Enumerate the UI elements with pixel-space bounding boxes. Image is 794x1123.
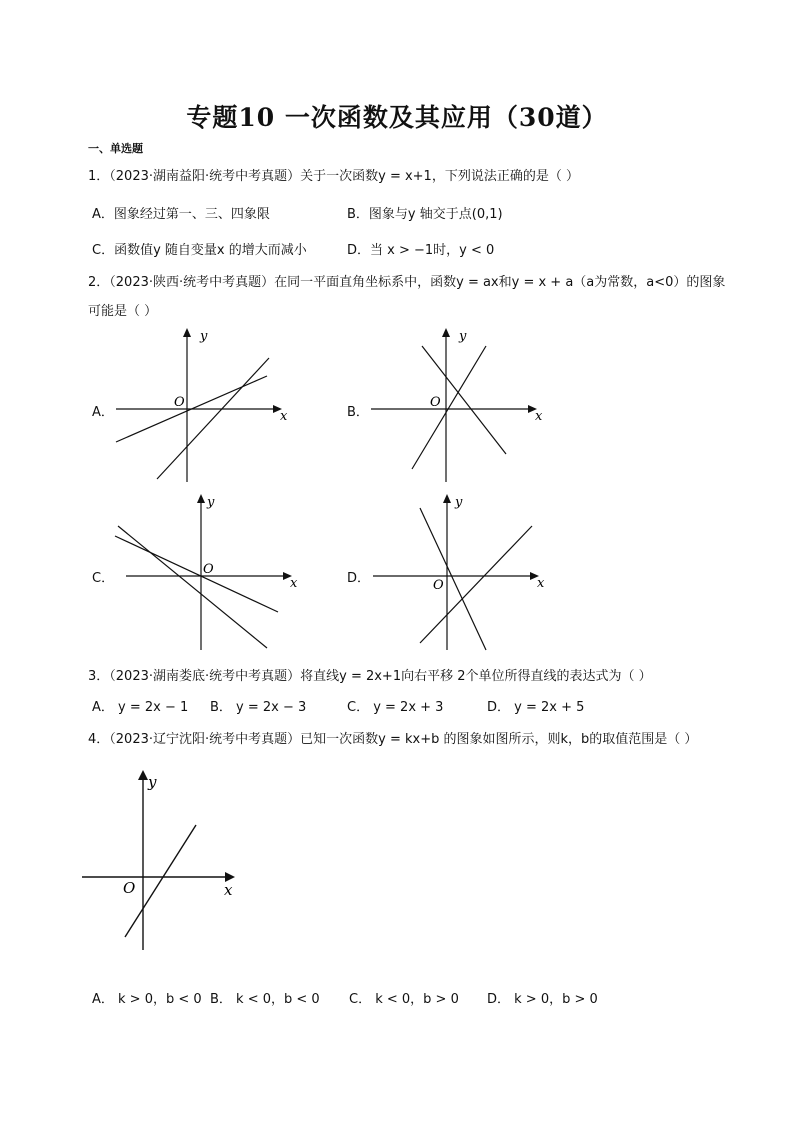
- q4-option-a[interactable]: A． k > 0，b < 0: [92, 992, 202, 1007]
- y-axis-label: y: [207, 495, 215, 510]
- question-2-stem-line1: 2．（2023·陕西·统考中考真题）在同一平面直角坐标系中，函数y = ax和y = x + a（a为常数，a<0）的图象: [88, 275, 726, 290]
- q2-graph-c[interactable]: [110, 488, 300, 653]
- origin-label: O: [203, 562, 214, 577]
- function-line: [125, 825, 196, 937]
- y-axis-arrow: [443, 494, 451, 503]
- x-axis-label: x: [537, 576, 545, 591]
- y-axis-label: y: [200, 329, 208, 344]
- x-axis-label: x: [290, 576, 298, 591]
- y-axis-arrow: [138, 770, 148, 780]
- q2-graph-d[interactable]: [365, 488, 555, 653]
- line-shallow: [115, 536, 278, 612]
- line-rising: [412, 346, 486, 469]
- q2-graph-b[interactable]: [365, 322, 545, 487]
- question-1-stem: 1．（2023·湖南益阳·统考中考真题）关于一次函数y = x+1，下列说法正确的是（ ）: [88, 169, 579, 184]
- x-axis-label: x: [535, 409, 543, 424]
- q3-option-a[interactable]: A． y = 2x − 1: [92, 700, 189, 715]
- y-axis-arrow: [442, 328, 450, 337]
- q3-option-c[interactable]: C． y = 2x + 3: [347, 700, 444, 715]
- origin-label: O: [174, 395, 185, 410]
- y-axis-arrow: [197, 494, 205, 503]
- y-axis-label: y: [455, 495, 463, 510]
- line-steep: [157, 358, 269, 479]
- y-axis-label: y: [148, 773, 157, 791]
- q2-option-c-label[interactable]: C．: [92, 571, 115, 586]
- y-axis-arrow: [183, 328, 191, 337]
- q1-option-c[interactable]: C．函数值y 随自变量x 的增大而减小: [92, 243, 307, 258]
- q4-graph: [78, 765, 253, 955]
- q4-option-d[interactable]: D． k > 0，b > 0: [487, 992, 598, 1007]
- q2-option-a-label[interactable]: A．: [92, 405, 114, 420]
- q4-option-b[interactable]: B． k < 0，b < 0: [210, 992, 320, 1007]
- q3-option-b[interactable]: B． y = 2x − 3: [210, 700, 307, 715]
- y-axis-label: y: [459, 329, 467, 344]
- q1-option-b[interactable]: B．图象与y 轴交于点(0,1): [347, 207, 503, 222]
- q2-option-d-label[interactable]: D．: [347, 571, 371, 586]
- question-2-stem-line2: 可能是（ ）: [88, 304, 158, 319]
- q2-option-b-label[interactable]: B．: [347, 405, 369, 420]
- x-axis-label: x: [224, 881, 233, 899]
- origin-label: O: [430, 395, 441, 410]
- question-3-stem: 3．（2023·湖南娄底·统考中考真题）将直线y = 2x+1向右平移 2个单位所得直线的表达式为（ ）: [88, 669, 652, 684]
- x-axis-label: x: [280, 409, 288, 424]
- q2-graph-a[interactable]: [110, 322, 290, 487]
- origin-label: O: [433, 578, 444, 593]
- line-steep: [118, 526, 267, 648]
- origin-label: O: [123, 879, 136, 897]
- line-falling: [420, 508, 486, 650]
- q3-option-d[interactable]: D． y = 2x + 5: [487, 700, 585, 715]
- q4-option-c[interactable]: C． k < 0，b > 0: [349, 992, 459, 1007]
- q1-option-d[interactable]: D．当 x > −1时，y < 0: [347, 243, 495, 258]
- q1-option-a[interactable]: A．图象经过第一、三、四象限: [92, 207, 270, 222]
- page-title: 专题10 一次函数及其应用（30道）: [186, 103, 608, 132]
- section-heading: 一、单选题: [88, 142, 143, 155]
- question-4-stem: 4．（2023·辽宁沈阳·统考中考真题）已知一次函数y = kx+b 的图象如图所示，则k，b的取值范围是（ ）: [88, 732, 698, 747]
